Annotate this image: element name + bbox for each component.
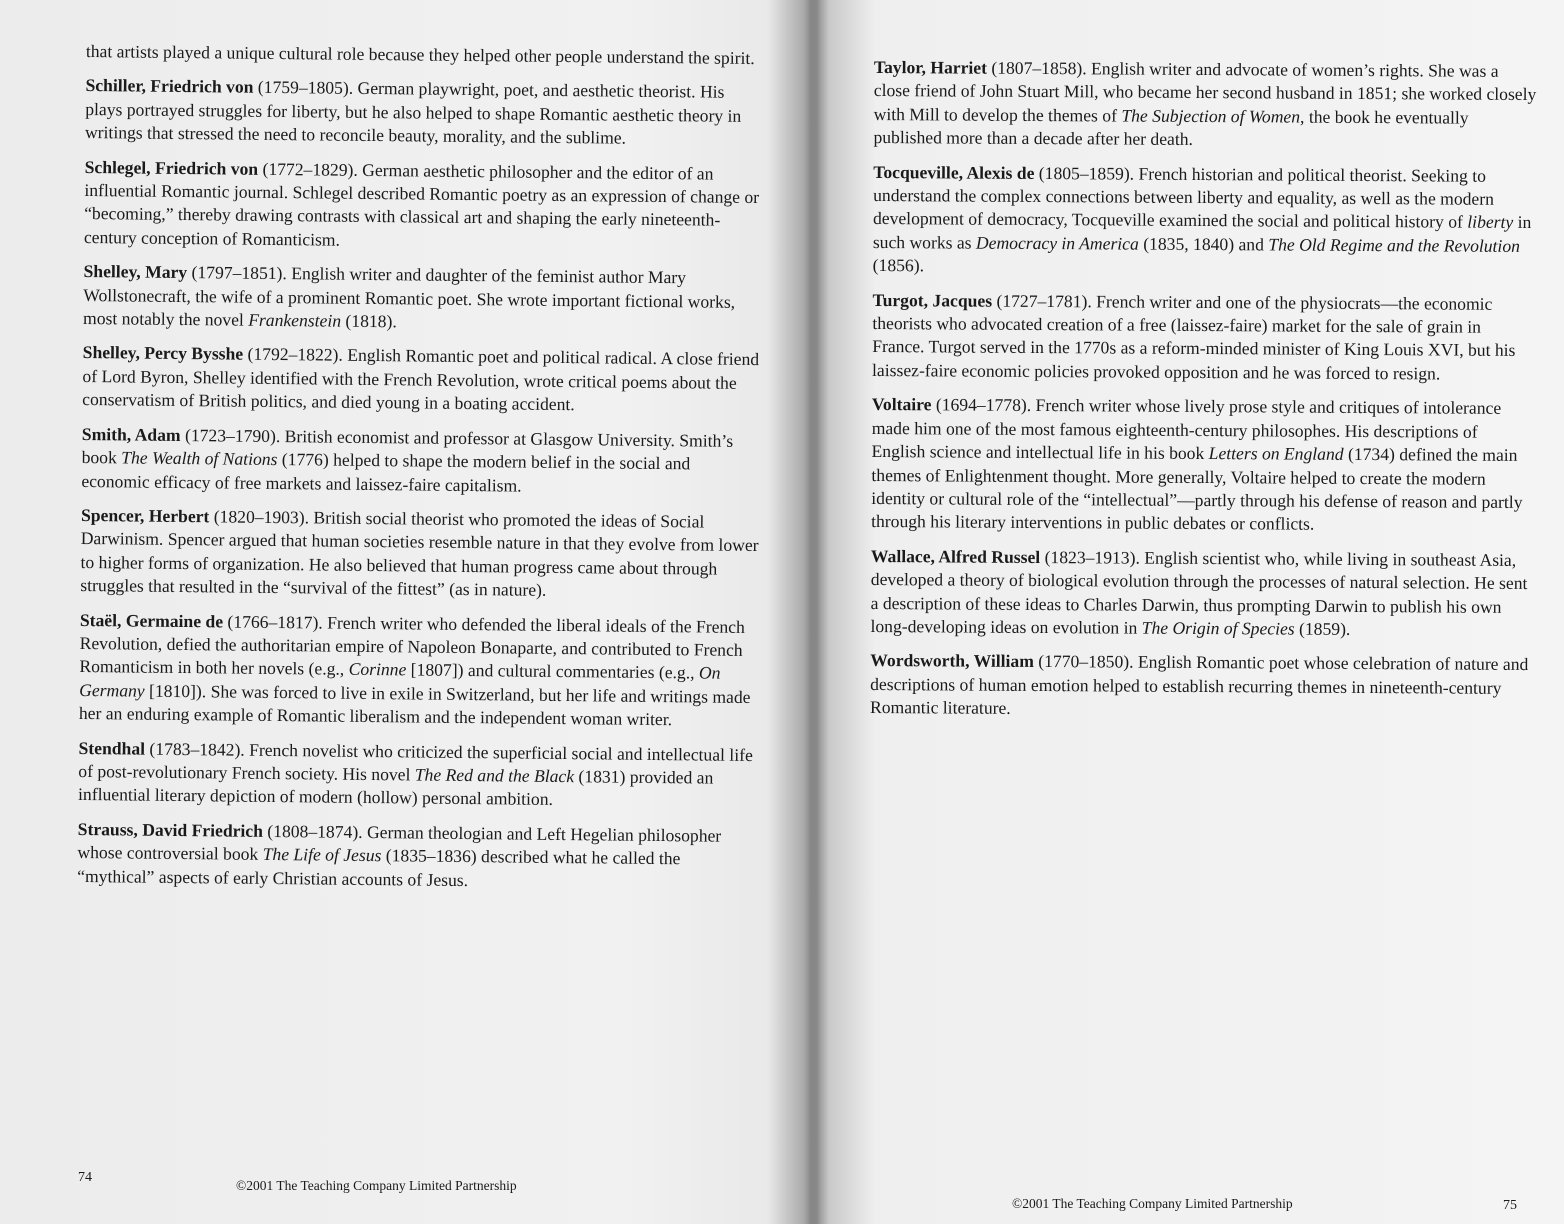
- glossary-entry: [81, 423, 762, 500]
- entry-text: (1823–1913). English scientist who, while living in southeast Asia, developed a theory of biological evolution through the processes of natural selection. He sent a description of these ideas to Charles Darwin, thus prompting Darwin to publish his own long-developing ideas on evolution in: [870, 546, 1528, 638]
- entry-text: (1805–1859). French historian and political theorist. Seeking to understand the complex connections between liberty and equality, as well as the modern development of democracy, Tocqueville examined the social and political history of: [872, 162, 1495, 233]
- entry-text-tail: in such works as: [872, 212, 1532, 253]
- entry-name: Smith, Adam: [81, 423, 181, 445]
- entry-title-italic: Democracy in America: [975, 232, 1139, 254]
- entry-title-italic: The Origin of Species: [1141, 617, 1295, 639]
- entry-text: (1797–1851). English writer and daughter of the feminist author Mary Wollstonecraft, the wife of a prominent Romantic poet. She wrote important fictional works, most notably the novel: [82, 262, 736, 330]
- entry-title-italic: The Life of Jesus: [262, 844, 382, 866]
- entry-name: Tocqueville, Alexis de: [873, 161, 1035, 183]
- glossary-entry: [78, 737, 759, 814]
- page-number: 75: [1503, 1198, 1517, 1213]
- entry-title-italic: On Germany: [79, 662, 721, 701]
- glossary-entry: [86, 40, 766, 71]
- entry-title-italic: liberty: [1467, 212, 1514, 233]
- entry-name: Strauss, David Friedrich: [77, 818, 264, 841]
- glossary-entry: [870, 649, 1534, 723]
- entry-text: that artists played a unique cultural role because they helped other people understand the spirit.: [85, 40, 755, 69]
- entry-name: Turgot, Jacques: [872, 289, 993, 311]
- entry-title-italic: Frankenstein: [248, 309, 342, 331]
- entry-text: (1783–1842). French novelist who criticized the superficial social and intellectual life of post-revolutionary French society. His novel: [78, 738, 753, 785]
- entry-text-tail: (1831) provided an influential literary depiction of modern (hollow) personal ambition.: [77, 766, 714, 810]
- entry-text: (1766–1817). French writer who defended the liberal ideals of the French Revolution, defied the authoritarian empire of Napoleon Bonaparte, and contributed to French Romanticism in both her novels (e.g.,: [79, 610, 745, 680]
- entry-text: (1807–1858). English writer and advocate of women’s rights. She was a close friend of John Stuart Mill, who became her second husband in 1851; she worked closely with Mill to develop the themes of: [873, 57, 1537, 126]
- entry-text: (1727–1781). French writer and one of the physiocrats—the economic theorists who advocated creation of a free (laissez-faire) market for the sale of grain in France. Turgot served in the 1770s as a reform-minded minister of King Louis XVI, but his laissez-faire economic policies provoked opposition and he was forced to resign.: [872, 290, 1516, 384]
- entry-name: Shelley, Percy Bysshe: [82, 342, 244, 365]
- entry-text-tail: (1835, 1840) and: [1138, 233, 1269, 255]
- entry-name: Wordsworth, William: [870, 650, 1034, 672]
- entry-text: (1694–1778). French writer whose lively prose style and critiques of intolerance made him one of the most famous eighteenth-century philosophes. His descriptions of English science and intellectual life in his book: [871, 394, 1502, 464]
- entry-name: Schlegel, Friedrich von: [84, 156, 259, 179]
- entry-name: Schiller, Friedrich von: [85, 75, 254, 98]
- glossary-entry: [84, 156, 765, 257]
- entry-title-italic: Corinne: [348, 659, 407, 680]
- page-number: 74: [78, 1170, 92, 1185]
- glossary-entry: [82, 341, 763, 418]
- entry-title-italic: The Wealth of Nations: [121, 447, 278, 470]
- entry-text: (1723–1790). British economist and professor at Glasgow University. Smith’s book: [81, 424, 734, 468]
- glossary-entries: [77, 40, 766, 906]
- entry-name: Voltaire: [871, 394, 932, 415]
- copyright-footer: ©2001 The Teaching Company Limited Partnership: [236, 1178, 517, 1193]
- entry-name: Taylor, Harriet: [873, 56, 988, 78]
- entry-text-tail: [1810]). She was forced to live in exile in Switzerland, but her life and writings made her an enduring example of Romantic liberalism and the independent woman writer.: [78, 680, 751, 730]
- entry-name: Spencer, Herbert: [80, 504, 210, 527]
- glossary-entry: [873, 161, 1538, 282]
- entry-text-tail: (1818).: [340, 310, 397, 332]
- glossary-entry: [77, 818, 758, 895]
- entry-text: (1808–1874). German theologian and Left Hegelian philosopher whose controversial book: [77, 820, 722, 865]
- right-page: [812, 0, 1564, 1224]
- glossary-entry: [870, 545, 1535, 643]
- glossary-entry: [79, 609, 760, 733]
- entry-text: (1792–1822). English Romantic poet and political radical. A close friend of Lord Byron, Shelley identified with the French Revolution, wrote critical poems about the conservatism of British politics, and died young in a boating accident.: [82, 344, 760, 415]
- glossary-entry: [80, 504, 761, 605]
- entry-text-tail: (1734) defined the main themes of Enlightenment thought. More generally, Voltaire helped to create the modern identity or cultural role of the “intellectual”—partly through his defense of reason and partly through his literary interventions in public debates or conflicts.: [871, 443, 1523, 535]
- glossary-entry: [83, 260, 764, 337]
- entry-text-tail: (1856).: [872, 255, 925, 276]
- entry-title-italic: Letters on England: [1208, 443, 1344, 464]
- glossary-entry: [871, 393, 1536, 537]
- entry-text-tail: (1859).: [1294, 618, 1351, 639]
- entry-text: (1772–1829). German aesthetic philosopher and the editor of an influential Romantic journal. Schlegel described Romantic poetry as an expression of change or “becoming,” thereby drawing contrasts with classical art and shaping the early nineteenth-century conception of Romanticism.: [83, 158, 760, 250]
- glossary-entry: [85, 74, 766, 151]
- entry-name: Staël, Germaine de: [79, 609, 224, 631]
- glossary-entry: [872, 289, 1537, 387]
- entry-text-tail: (1835–1836) described what he called the “mythical” aspects of early Christian accounts of Jesus.: [77, 845, 681, 890]
- entry-text: (1820–1903). British social theorist who promoted the ideas of Social Darwinism. Spencer argued that human societies resemble nature in that they evolve from lower to higher forms of organization. He also believed that human progress came about through struggles that resulted in the “survival of the fittest” (as in nature).: [80, 506, 759, 600]
- entry-text: (1759–1805). German playwright, poet, and aesthetic theorist. His plays portrayed struggles for liberty, but he also helped to shape Romantic aesthetic theory in writings that stressed the need to reconcile beauty, morality, and the sublime.: [84, 77, 742, 148]
- entry-text-tail: , the book he eventually published more than a decade after her death.: [873, 106, 1469, 150]
- glossary-entry: [873, 56, 1538, 154]
- entry-text-tail: [1807]) and cultural commentaries (e.g.,: [406, 659, 700, 683]
- entry-name: Stendhal: [78, 737, 146, 759]
- entry-text: (1770–1850). English Romantic poet whose celebration of nature and descriptions of human emotion helped to establish recurring themes in nineteenth-century Romantic literature.: [869, 651, 1529, 719]
- entry-title-italic: The Old Regime and the Revolution: [1268, 234, 1521, 256]
- entry-title-italic: The Red and the Black: [414, 764, 575, 787]
- entry-title-italic: The Subjection of Women: [1121, 105, 1301, 127]
- entry-name: Shelley, Mary: [83, 261, 188, 283]
- glossary-entries: [870, 56, 1538, 735]
- copyright-footer: ©2001 The Teaching Company Limited Partnership: [1012, 1196, 1293, 1211]
- entry-text-tail: (1776) helped to shape the modern belief in the social and economic efficacy of free markets and laissez-faire capitalism.: [81, 449, 691, 496]
- entry-name: Wallace, Alfred Russel: [870, 545, 1041, 567]
